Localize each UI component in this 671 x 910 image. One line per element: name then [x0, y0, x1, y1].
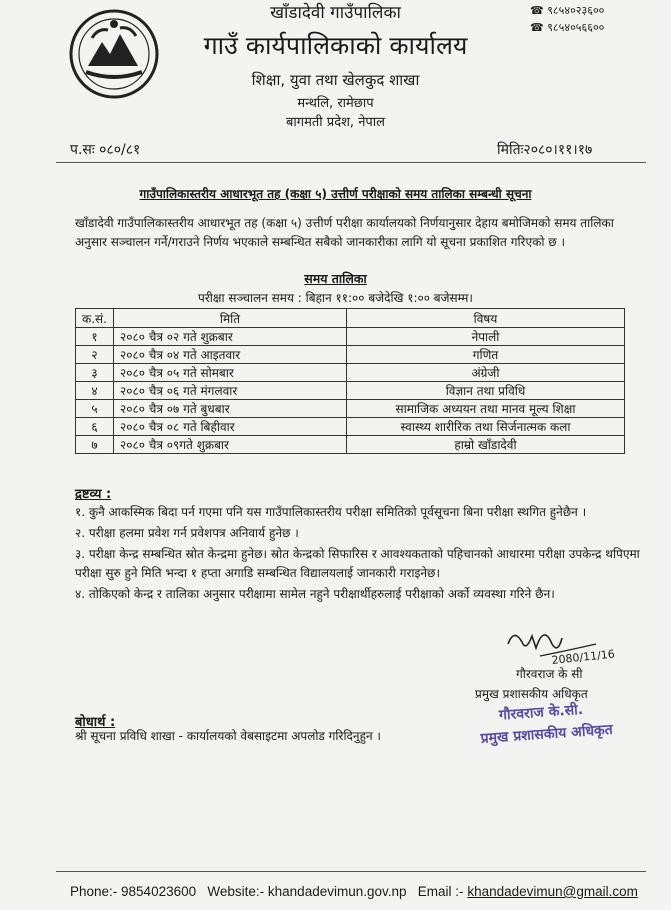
office-name: गाउँ कार्यपालिकाको कार्यालय [203, 31, 468, 60]
note-item: १. कुनै आकस्मिक बिदा पर्न गएमा पनि यस गाउँपालिकास्तरीय परीक्षा समितिको पूर्वसूचना बिना परीक्षा स्थगित हुनेछैन । [75, 505, 587, 519]
table-header-row [76, 309, 625, 328]
footer-email-label: Email :- [417, 884, 464, 899]
row-date: २०८० चैत्र ०६ गते मंगलवार [113, 382, 346, 400]
row-sn: ७ [76, 436, 114, 454]
row-sn: १ [76, 328, 114, 346]
notice-body: खाँडादेवी गाउँपालिकास्तरीय आधारभूत तह (कक्षा ५) उत्तीर्ण परीक्षा कार्यालयको निर्णयानुसार देहाय बमोजिमको समय तालिका अनुसार सञ्चालन गर्ने/गराउने निर्णय भएकाले सम्बन्धित सबैको जानकारीका लागि यो सूचना प्रकाशित गरिएको छ । [75, 216, 614, 249]
header-divider [56, 162, 646, 163]
table-row [76, 382, 625, 400]
note-item: ३. परीक्षा केन्द्र सम्बन्धित स्रोत केन्द्रमा हुनेछ। स्रोत केन्द्रको सिफारिस र आवश्यकताको पहिचानको आधारमा परीक्षा उपकेन्द्र थपिएमा परीक्षा सुरु हुने मिति भन्दा १ हप्ता अगाडि सम्बन्धित विद्यालयलाई जानकारी गराइनेछ। [75, 547, 640, 580]
table-row [76, 364, 625, 382]
cc-title: बोधार्थ : [75, 715, 116, 730]
notice-subject: गाउँपालिकास्तरीय आधारभूत तह (कक्षा ५) उत्तीर्ण परीक्षाको समय तालिका सम्बन्धी सूचना [139, 187, 532, 201]
municipality-name: खाँडादेवी गाउँपालिका [270, 3, 401, 23]
table-row [76, 418, 625, 436]
issue-date: मितिः२०८०।११।१७ [497, 142, 593, 158]
schedule-title: समय तालिका [304, 271, 367, 286]
footer-phone: Phone:- 9854023600 [70, 884, 197, 899]
phone-number: ☎ ९८५४०५६६०० [530, 21, 605, 34]
header-subject: विषय [346, 309, 624, 328]
row-date: २०८० चैत्र ०५ गते सोमबार [113, 364, 346, 382]
row-subject: स्वास्थ्य शारीरिक तथा सिर्जनात्मक कला [346, 418, 624, 436]
row-subject: अंग्रेजी [346, 364, 624, 382]
row-date: २०८० चैत्र ०८ गते बिहीवार [113, 418, 346, 436]
row-sn: ६ [76, 418, 114, 436]
row-subject: विज्ञान तथा प्रविधि [346, 382, 624, 400]
header-date: मिति [113, 309, 346, 328]
exam-time: परीक्षा सञ्चालन समय : बिहान ११:०० बजेदेखि १:०० बजेसम्म। [198, 291, 473, 305]
exam-schedule-table [75, 308, 625, 454]
row-sn: ५ [76, 400, 114, 418]
row-date: २०८० चैत्र ०४ गते आइतवार [113, 346, 346, 364]
footer-divider [56, 871, 646, 872]
signature-date: 2080/11/16 [550, 647, 616, 667]
signatory-post: प्रमुख प्रशासकीय अधिकृत [475, 687, 588, 701]
phone-number: ☎ ९८५४०२३६०० [530, 4, 605, 17]
reference-number: प.सः ०८०/८१ [70, 142, 141, 158]
table-row [76, 328, 625, 346]
row-sn: ३ [76, 364, 114, 382]
address-line-2: बागमती प्रदेश, नेपाल [286, 115, 385, 130]
row-subject: हाम्रो खाँडादेवी [346, 436, 624, 454]
row-sn: २ [76, 346, 114, 364]
footer-website[interactable]: Website:- khandadevimun.gov.np [207, 884, 407, 899]
note-item: ४. तोकिएको केन्द्र र तालिका अनुसार परीक्षामा सामेल नहुने परीक्षार्थीहरुलाई परीक्षाको अर्को व्यवस्था गरिने छैन। [75, 587, 555, 601]
phone-numbers [530, 2, 604, 36]
table-row [76, 400, 625, 418]
row-subject: सामाजिक अध्ययन तथा मानव मूल्य शिक्षा [346, 400, 624, 418]
footer-email[interactable]: khandadevimun@gmail.com [467, 884, 638, 899]
row-sn: ४ [76, 382, 114, 400]
footer [70, 884, 638, 899]
cc-recipient: श्री सूचना प्रविधि शाखा - कार्यालयको वेबसाइटमा अपलोड गरिदिनुहुन । [75, 729, 381, 743]
notes-list [75, 503, 640, 604]
header-sn: क.सं. [76, 309, 114, 328]
table-row [76, 346, 625, 364]
row-date: २०८० चैत्र ०२ गते शुक्रबार [113, 328, 346, 346]
row-subject: नेपाली [346, 328, 624, 346]
row-date: २०८० चैत्र ०७ गते बुधबार [113, 400, 346, 418]
address-line-1: मन्थलि, रामेछाप [297, 96, 374, 111]
official-stamp [468, 694, 636, 757]
section-name: शिक्षा, युवा तथा खेलकुद शाखा [251, 71, 420, 89]
stamp-name: गौरवराज के.सी. [498, 701, 584, 724]
table-row [76, 436, 625, 454]
row-subject: गणित [346, 346, 624, 364]
row-date: २०८० चैत्र ०९गते शुक्रबार [113, 436, 346, 454]
notes-title: द्रष्टव्य : [75, 487, 112, 502]
stamp-post: प्रमुख प्रशासकीय अधिकृत [480, 721, 614, 748]
signatory-name: गौरवराज के सी [516, 667, 583, 681]
note-item: २. परीक्षा हलमा प्रवेश गर्न प्रवेशपत्र अनिवार्य हुनेछ । [75, 526, 299, 540]
